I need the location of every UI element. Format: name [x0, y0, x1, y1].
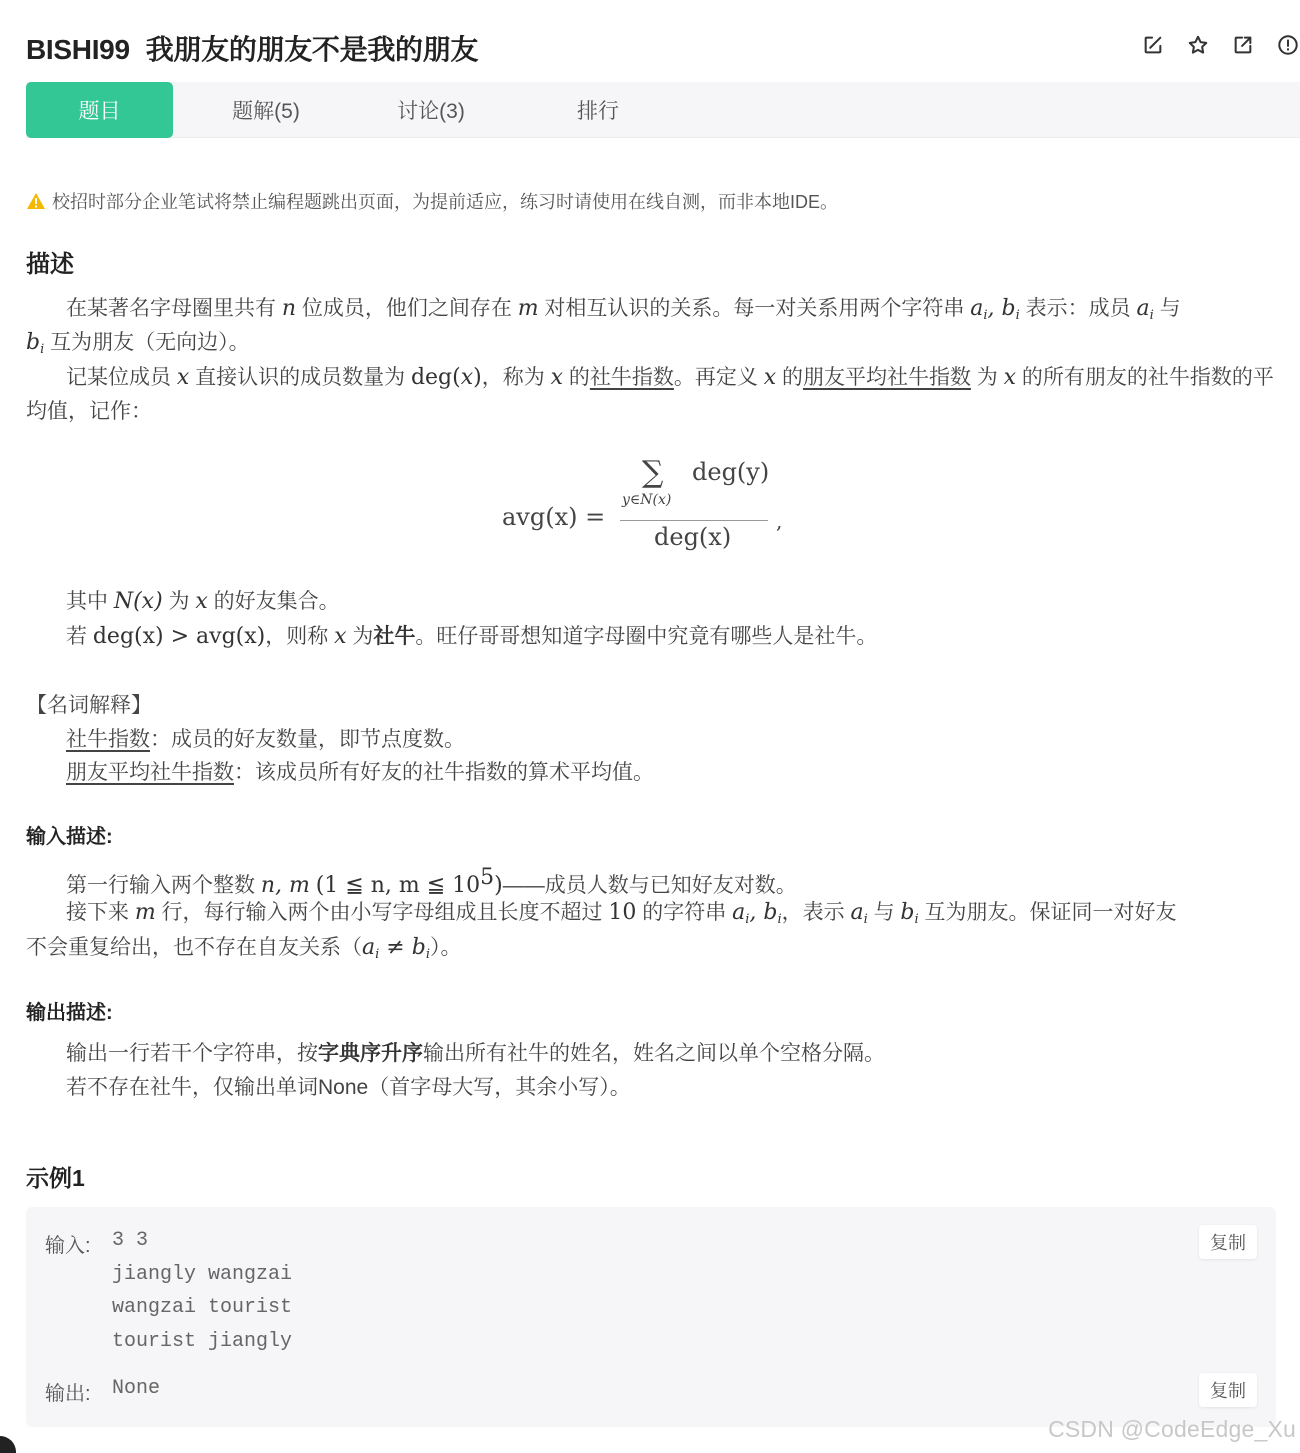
warning-icon: [26, 192, 46, 210]
formula-denominator: deg(x): [654, 523, 732, 551]
report-icon[interactable]: [1276, 33, 1300, 57]
tab-solutions[interactable]: 题解(5): [232, 100, 300, 123]
corner-decoration: [0, 1436, 16, 1453]
star-icon[interactable]: [1186, 33, 1210, 57]
input-desc-line-2: 接下来 m 行，每行输入两个由小写字母组成且长度不超过 10 的字符串 $a_i$, $b_i$，表示 $a_i$ 与 $b_i$ 互为朋友。保证同一对好友: [66, 900, 1177, 927]
example-input[interactable]: 3 3 jiangly wangzai wangzai tourist tourist jiangly: [112, 1229, 293, 1353]
description-paragraph-1: 在某著名字母圈里共有 n 位成员，他们之间存在 m 对相互认识的关系。每一对关系用两个字符串 $a_i$, $b_i$ 表示：成员 $a_i$ 与: [66, 296, 1181, 323]
formula-numerator: ∑ y∈N(x) deg(y): [622, 455, 770, 508]
avg-formula: avg(x) = ∑ y∈N(x) deg(y) deg(x) ,: [502, 455, 783, 551]
sigma-symbol: ∑: [642, 455, 664, 490]
external-link-icon[interactable]: [1231, 33, 1255, 57]
watermark: CSDN @CodeEdge_Xu: [1048, 1416, 1296, 1442]
output-desc-line-2: 若不存在社牛，仅输出单词None（首字母大写，其余小写）。: [66, 1076, 631, 1099]
copy-input-button[interactable]: 复制: [1199, 1225, 1257, 1259]
description-paragraph-1-cont: $b_i$ 互为朋友（无向边）。: [26, 330, 250, 357]
description-heading: 描述: [26, 251, 74, 278]
problem-title: 我朋友的朋友不是我的朋友: [145, 34, 479, 65]
glossary-item: 朋友平均社牛指数：该成员所有好友的社牛指数的算术平均值。: [66, 761, 654, 784]
notice-text: 校招时部分企业笔试将禁止编程题跳出页面，为提前适应，练习时请使用在线自测，而非本地IDE。: [52, 192, 839, 212]
description-paragraph-2: 记某位成员 x 直接认识的成员数量为 deg(x)，称为 x 的社牛指数。再定义 x 的朋友平均社牛指数 为 x 的所有朋友的社牛指数的平均值，记作：: [26, 365, 1274, 423]
problem-header: [0, 0, 1300, 82]
example-box: [26, 1207, 1276, 1427]
term-link-social-index: 社牛指数: [589, 366, 674, 389]
description-paragraph-3: 其中 N(x) 为 x 的好友集合。: [66, 589, 340, 614]
glossary-heading: 【名词解释】: [26, 694, 152, 717]
tab-problem[interactable]: 题目: [26, 82, 173, 138]
tab-discussion[interactable]: 讨论(3): [397, 100, 465, 123]
glossary-item: 社牛指数：成员的好友数量，即节点度数。: [66, 728, 465, 751]
tab-ranking[interactable]: 排行: [577, 100, 619, 123]
notice-banner: [26, 188, 838, 214]
input-desc-line-3: 不会重复给出，也不存在自友关系$(a_i \ne b_i)$。: [26, 935, 462, 962]
header-actions: [1141, 33, 1300, 57]
output-desc-heading: 输出描述:: [26, 1002, 113, 1024]
formula-lhs: avg(x) =: [502, 503, 606, 531]
example-heading: 示例1: [26, 1165, 85, 1191]
term-link-friend-avg-index: 朋友平均社牛指数: [802, 366, 971, 389]
sum-subscript: y∈N(x): [622, 492, 672, 508]
input-label: 输入:: [45, 1235, 91, 1257]
tab-bar: [26, 82, 1300, 138]
description-paragraph-4: 若 deg(x) > avg(x)，则称 x 为社牛。旺仔哥哥想知道字母圈中究竟有哪些人是社牛。: [66, 624, 878, 649]
problem-code: BISHI99: [26, 34, 130, 65]
output-label: 输出:: [45, 1383, 91, 1405]
example-output[interactable]: None: [112, 1377, 161, 1400]
input-desc-heading: 输入描述:: [26, 826, 113, 848]
output-desc-line-1: 输出一行若干个字符串，按字典序升序输出所有社牛的姓名，姓名之间以单个空格分隔。: [66, 1042, 885, 1065]
input-desc-line-1: 第一行输入两个整数 n, m (1 ≦ n, m ≦ $10^5)——$成员人数与已知好友对数。: [66, 865, 797, 898]
edit-icon[interactable]: [1141, 33, 1165, 57]
fraction-bar: [620, 520, 768, 521]
copy-output-button[interactable]: 复制: [1199, 1373, 1257, 1407]
page-title: [26, 28, 478, 68]
